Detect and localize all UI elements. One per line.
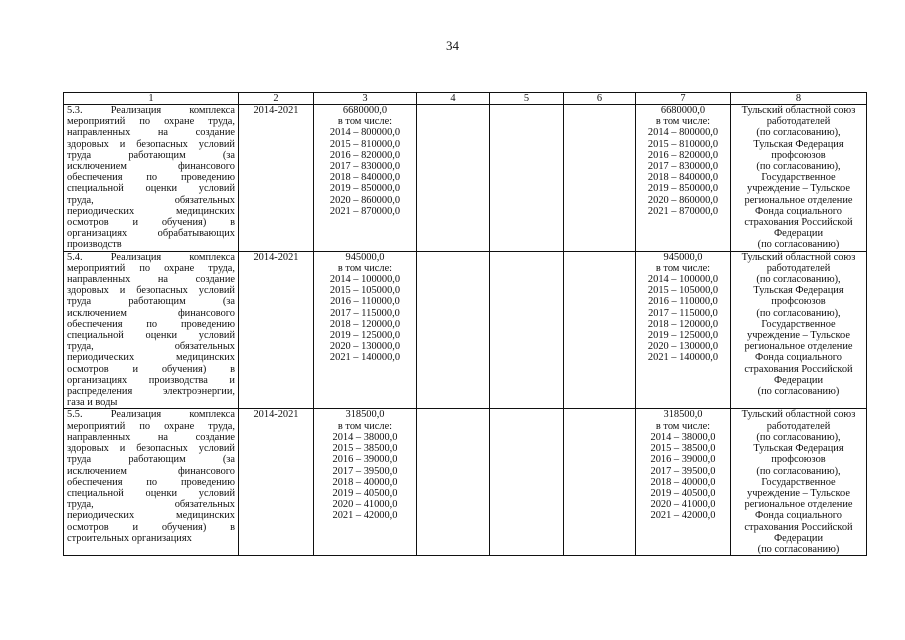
funding-line: 2016 – 820000,0 xyxy=(329,149,401,161)
description-line: направленных на создание xyxy=(67,431,235,443)
funding-line: 2019 – 850000,0 xyxy=(647,183,719,195)
funding-line: 2020 – 41000,0 xyxy=(650,499,716,511)
responsible-line: региональное отделение xyxy=(744,341,853,353)
empty-funding-cell xyxy=(564,409,636,556)
column-number: 5 xyxy=(490,93,564,105)
responsible-line: (по согласованию) xyxy=(757,239,840,251)
empty-funding-cell xyxy=(490,105,564,252)
responsible-line: Тульская Федерация xyxy=(753,138,844,150)
measure-description xyxy=(64,105,239,252)
funding-line: 2018 – 40000,0 xyxy=(332,476,398,488)
responsible-line: (по согласованию), xyxy=(756,431,841,443)
responsible-line: Федерации xyxy=(773,374,824,386)
funding-line: в том числе: xyxy=(655,420,711,432)
description-line: труда, обязательных xyxy=(67,341,235,353)
measure-description xyxy=(64,409,239,556)
responsible-line: Тульский областной союз xyxy=(741,251,856,263)
responsible-line: учреждение – Тульское xyxy=(747,183,850,195)
responsible-line: страхования Российской xyxy=(744,217,853,229)
empty-funding-cell xyxy=(417,251,490,409)
description-line: мероприятий по охране труда, xyxy=(67,420,235,432)
description-line: труда, обязательных xyxy=(67,194,235,206)
funding-line: 2017 – 830000,0 xyxy=(647,161,719,173)
description-line: труда, обязательных xyxy=(67,499,235,511)
responsible-cell xyxy=(731,251,867,409)
description-line: труда работающим (за xyxy=(67,296,235,308)
description-line: труда работающим (за xyxy=(67,149,235,161)
funding-line: 945000,0 xyxy=(663,251,703,263)
responsible-line: Фонда социального xyxy=(755,510,842,522)
funding-line: в том числе: xyxy=(337,262,393,274)
funding-line: 2021 – 870000,0 xyxy=(329,205,401,217)
description-line: производств xyxy=(67,239,122,251)
table-row xyxy=(64,251,867,409)
column-number: 4 xyxy=(417,93,490,105)
responsible-cell xyxy=(731,105,867,252)
funding-line: 2014 – 800000,0 xyxy=(329,127,401,139)
funding-line: 2014 – 800000,0 xyxy=(647,127,719,139)
empty-funding-cell xyxy=(490,409,564,556)
column-number: 3 xyxy=(314,93,417,105)
responsible-line: учреждение – Тульское xyxy=(747,330,850,342)
description-line: газа и воды xyxy=(67,397,118,409)
description-line: мероприятий по охране труда, xyxy=(67,262,235,274)
description-line: труда работающим (за xyxy=(67,454,235,466)
funding-line: 2018 – 840000,0 xyxy=(329,172,401,184)
funding-line: 2017 – 39500,0 xyxy=(650,465,716,477)
funding-line: 2015 – 38500,0 xyxy=(650,443,716,455)
description-line: исключением финансового xyxy=(67,307,235,319)
description-line: обеспечения по проведению xyxy=(67,172,235,184)
responsible-line: (по согласованию), xyxy=(756,161,841,173)
description-line: обеспечения по проведению xyxy=(67,476,235,488)
responsible-line: Государственное xyxy=(761,172,836,184)
page-number: 34 xyxy=(446,38,459,53)
column-number: 6 xyxy=(564,93,636,105)
funding-line: 2018 – 120000,0 xyxy=(329,318,401,330)
description-line: распределения электроэнергии, xyxy=(67,386,235,398)
description-line: здоровых и безопасных условий xyxy=(67,443,235,455)
description-line: осмотров и обучения) в xyxy=(67,363,235,375)
funding-line: 2019 – 40500,0 xyxy=(650,487,716,499)
funding-line: 2017 – 830000,0 xyxy=(329,161,401,173)
empty-funding-cell xyxy=(490,251,564,409)
description-line: мероприятий по охране труда, xyxy=(67,116,235,128)
responsible-line: региональное отделение xyxy=(744,499,853,511)
responsible-line: Фонда социального xyxy=(755,352,842,364)
table-row xyxy=(64,105,867,252)
funding-total-cell xyxy=(314,409,417,556)
description-line: обеспечения по проведению xyxy=(67,318,235,330)
funding-line: 2020 – 41000,0 xyxy=(332,499,398,511)
funding-line: 2015 – 810000,0 xyxy=(329,138,401,150)
responsible-line: региональное отделение xyxy=(744,194,853,206)
description-line: исключением финансового xyxy=(67,465,235,477)
column-number: 8 xyxy=(731,93,867,105)
funding-line: 6680000,0 xyxy=(660,105,706,116)
funding-line: 2019 – 125000,0 xyxy=(329,330,401,342)
column-number: 1 xyxy=(64,93,239,105)
funding-line: в том числе: xyxy=(337,420,393,432)
responsible-line: страхования Российской xyxy=(744,521,853,533)
funding-total-cell xyxy=(314,251,417,409)
funding-line: в том числе: xyxy=(655,262,711,274)
column-number-row xyxy=(64,93,867,105)
description-line: исключением финансового xyxy=(67,161,235,173)
description-line: периодических медицинских xyxy=(67,510,235,522)
period-cell: 2014-2021 xyxy=(239,409,314,556)
measure-description xyxy=(64,251,239,409)
funding-line: 2014 – 38000,0 xyxy=(332,431,398,443)
funding-line: 2020 – 130000,0 xyxy=(647,341,719,353)
responsible-line: работодателей xyxy=(766,420,831,432)
description-line: 5.5. Реализация комплекса xyxy=(67,409,235,421)
description-line: 5.4. Реализация комплекса xyxy=(67,251,235,263)
funding-line: 2019 – 850000,0 xyxy=(329,183,401,195)
description-line: осмотров и обучения) в xyxy=(67,217,235,229)
funding-line: 2014 – 100000,0 xyxy=(647,274,719,286)
description-line: осмотров и обучения) в xyxy=(67,521,235,533)
description-line: строительных организациях xyxy=(67,532,192,544)
responsible-line: Тульская Федерация xyxy=(753,443,844,455)
funding-line: 2020 – 860000,0 xyxy=(329,194,401,206)
empty-funding-cell xyxy=(417,105,490,252)
funding-line: в том числе: xyxy=(655,116,711,128)
description-line: направленных на создание xyxy=(67,274,235,286)
funding-line: 2020 – 130000,0 xyxy=(329,341,401,353)
empty-funding-cell xyxy=(417,409,490,556)
responsible-line: (по согласованию) xyxy=(757,386,840,398)
responsible-line: Тульский областной союз xyxy=(741,409,856,421)
responsible-line: Тульский областной союз xyxy=(741,105,856,116)
description-line: периодических медицинских xyxy=(67,205,235,217)
funding-total-cell xyxy=(314,105,417,252)
responsible-line: Федерации xyxy=(773,532,824,544)
description-line: 5.3. Реализация комплекса xyxy=(67,105,235,116)
description-line: направленных на создание xyxy=(67,127,235,139)
period-cell: 2014-2021 xyxy=(239,105,314,252)
responsible-line: (по согласованию) xyxy=(757,543,840,555)
funding-line: 2018 – 120000,0 xyxy=(647,318,719,330)
empty-funding-cell xyxy=(564,105,636,252)
funding-line: 2021 – 870000,0 xyxy=(647,205,719,217)
funding-line: 6680000,0 xyxy=(342,105,388,116)
responsible-line: учреждение – Тульское xyxy=(747,487,850,499)
funding-line: 2016 – 39000,0 xyxy=(650,454,716,466)
funding-line: 2020 – 860000,0 xyxy=(647,194,719,206)
funding-line: 2021 – 140000,0 xyxy=(647,352,719,364)
funding-line: 2014 – 38000,0 xyxy=(650,431,716,443)
funding-line: 945000,0 xyxy=(345,251,385,263)
funding-source-cell xyxy=(636,105,731,252)
responsible-line: Государственное xyxy=(761,318,836,330)
funding-line: 2017 – 115000,0 xyxy=(330,307,400,319)
responsible-line: (по согласованию), xyxy=(756,307,841,319)
funding-line: 2017 – 115000,0 xyxy=(648,307,718,319)
funding-line: 2016 – 110000,0 xyxy=(330,296,400,308)
funding-line: 2019 – 125000,0 xyxy=(647,330,719,342)
responsible-line: Фонда социального xyxy=(755,205,842,217)
responsible-line: (по согласованию), xyxy=(756,465,841,477)
responsible-cell xyxy=(731,409,867,556)
funding-line: 2015 – 38500,0 xyxy=(332,443,398,455)
description-line: специальной оценки условий xyxy=(67,487,235,499)
responsible-line: профсоюзов xyxy=(771,149,826,161)
funding-line: 318500,0 xyxy=(345,409,385,421)
funding-line: 2017 – 39500,0 xyxy=(332,465,398,477)
description-line: специальной оценки условий xyxy=(67,330,235,342)
funding-line: 2021 – 140000,0 xyxy=(329,352,401,364)
funding-line: 2016 – 110000,0 xyxy=(648,296,718,308)
funding-line: 2015 – 810000,0 xyxy=(647,138,719,150)
funding-line: 2021 – 42000,0 xyxy=(650,510,716,522)
funding-line: 318500,0 xyxy=(663,409,703,421)
responsible-line: Государственное xyxy=(761,476,836,488)
responsible-line: (по согласованию), xyxy=(756,127,841,139)
responsible-line: профсоюзов xyxy=(771,454,826,466)
responsible-line: страхования Российской xyxy=(744,363,853,375)
funding-source-cell xyxy=(636,409,731,556)
description-line: здоровых и безопасных условий xyxy=(67,138,235,150)
table-row xyxy=(64,409,867,556)
description-line: здоровых и безопасных условий xyxy=(67,285,235,297)
column-number: 7 xyxy=(636,93,731,105)
funding-line: 2015 – 105000,0 xyxy=(647,285,719,297)
funding-line: 2018 – 840000,0 xyxy=(647,172,719,184)
responsible-line: Федерации xyxy=(773,228,824,240)
column-number: 2 xyxy=(239,93,314,105)
funding-source-cell xyxy=(636,251,731,409)
description-line: периодических медицинских xyxy=(67,352,235,364)
funding-line: 2018 – 40000,0 xyxy=(650,476,716,488)
responsible-line: работодателей xyxy=(766,116,831,128)
funding-line: 2021 – 42000,0 xyxy=(332,510,398,522)
funding-line: 2016 – 820000,0 xyxy=(647,149,719,161)
responsible-line: работодателей xyxy=(766,262,831,274)
program-table xyxy=(63,92,867,556)
description-line: организациях производства и xyxy=(67,374,235,386)
description-line: специальной оценки условий xyxy=(67,183,235,195)
description-line: организациях обрабатывающих xyxy=(67,228,235,240)
empty-funding-cell xyxy=(564,251,636,409)
funding-line: 2016 – 39000,0 xyxy=(332,454,398,466)
funding-line: 2015 – 105000,0 xyxy=(329,285,401,297)
responsible-line: профсоюзов xyxy=(771,296,826,308)
funding-line: 2014 – 100000,0 xyxy=(329,274,401,286)
period-cell: 2014-2021 xyxy=(239,251,314,409)
funding-line: в том числе: xyxy=(337,116,393,128)
responsible-line: (по согласованию), xyxy=(756,274,841,286)
funding-line: 2019 – 40500,0 xyxy=(332,487,398,499)
responsible-line: Тульская Федерация xyxy=(753,285,844,297)
